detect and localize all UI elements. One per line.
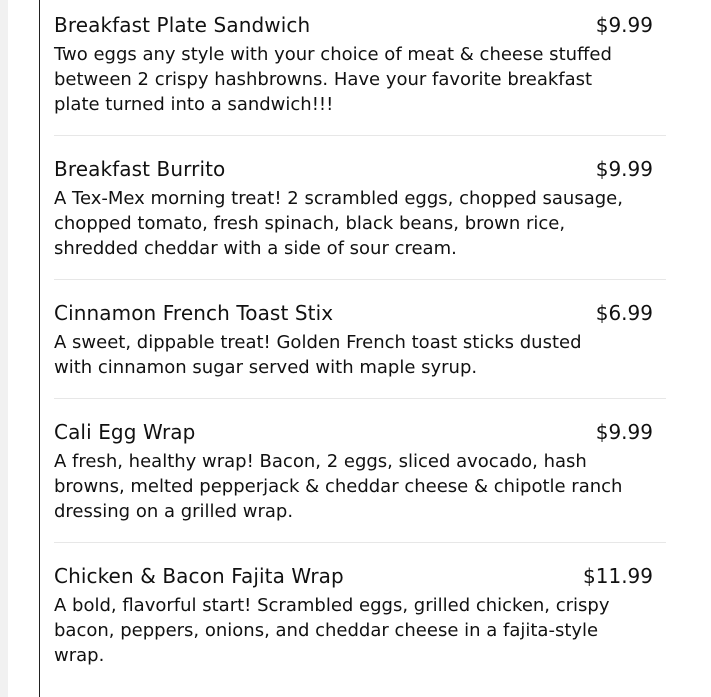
menu-item-header	[54, 419, 652, 445]
menu-item-cali-egg-wrap[interactable]	[54, 419, 666, 543]
menu-item-name: Cali Egg Wrap	[54, 420, 196, 444]
menu-item-description: A sweet, dippable treat! Golden French toast sticks dusted with cinnamon sugar served with maple syrup.	[54, 332, 582, 378]
menu-item-breakfast-plate-sandwich[interactable]	[54, 12, 666, 136]
menu-item-breakfast-burrito[interactable]	[54, 156, 666, 280]
menu-item-name: Breakfast Burrito	[54, 157, 226, 181]
menu-item-description: A Tex-Mex morning treat! 2 scrambled eggs, chopped sausage, chopped tomato, fresh spinach, black beans, brown rice, shredded cheddar with a side of sour cream.	[54, 188, 623, 259]
menu-list	[54, 12, 666, 686]
menu-item-description: A bold, flavorful start! Scrambled eggs, grilled chicken, crispy bacon, peppers, onions, and cheddar cheese in a fajita-style wrap.	[54, 595, 610, 666]
left-gutter	[0, 0, 8, 697]
left-border-line	[39, 0, 40, 697]
menu-item-header	[54, 300, 652, 326]
menu-item-cinnamon-french-toast-stix[interactable]	[54, 300, 666, 399]
menu-item-description: A fresh, healthy wrap! Bacon, 2 eggs, sliced avocado, hash browns, melted pepperjack & cheddar cheese & chipotle ranch dressing on a grilled wrap.	[54, 451, 623, 522]
menu-item-price: $9.99	[595, 420, 653, 444]
menu-item-chicken-bacon-fajita-wrap[interactable]	[54, 563, 666, 686]
menu-item-name: Chicken & Bacon Fajita Wrap	[54, 564, 344, 588]
menu-item-header	[54, 563, 652, 589]
menu-item-name: Breakfast Plate Sandwich	[54, 13, 311, 37]
menu-item-header	[54, 12, 652, 38]
menu-item-price: $11.99	[583, 564, 653, 588]
menu-item-price: $6.99	[595, 301, 653, 325]
menu-item-description: Two eggs any style with your choice of meat & cheese stuffed between 2 crispy hashbrowns. Have your favorite breakfast plate turned into a sandwich!!!	[54, 44, 612, 115]
menu-item-price: $9.99	[595, 13, 653, 37]
menu-item-price: $9.99	[595, 157, 653, 181]
menu-item-header	[54, 156, 652, 182]
menu-item-name: Cinnamon French Toast Stix	[54, 301, 334, 325]
